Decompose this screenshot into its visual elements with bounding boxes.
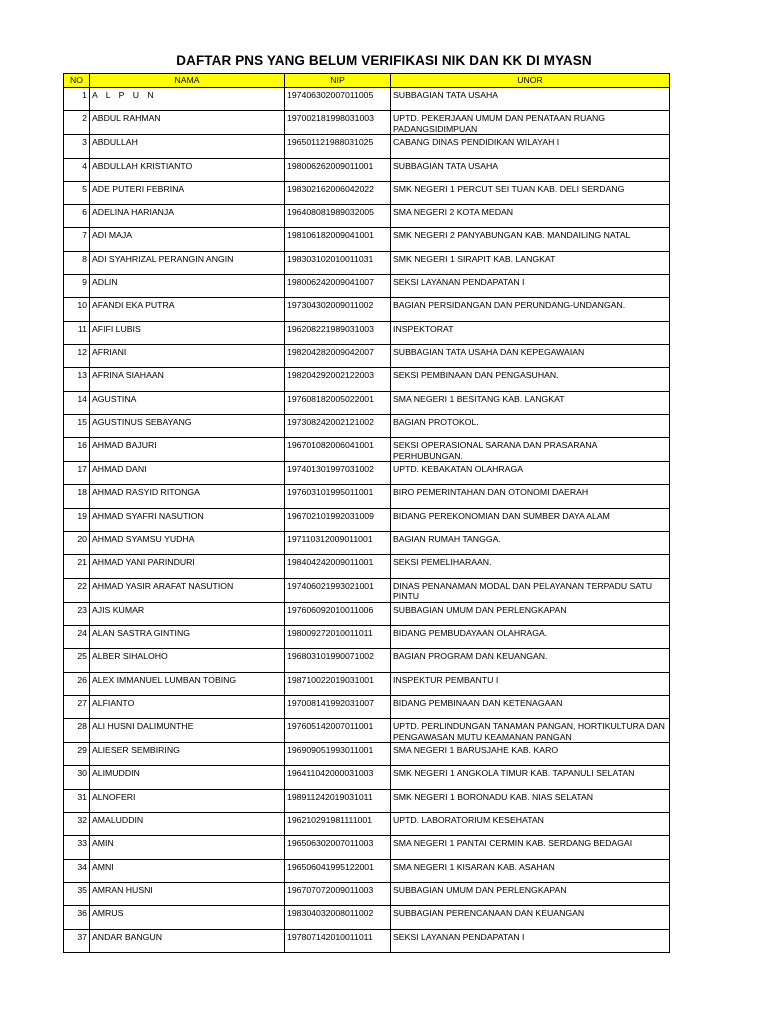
cell-nama: ABDUL RAHMAN <box>90 111 285 135</box>
cell-nama: ADI SYAHRIZAL PERANGIN ANGIN <box>90 251 285 274</box>
table-row <box>64 813 670 836</box>
cell-unor: INSPEKTUR PEMBANTU I <box>391 672 670 695</box>
cell-no: 4 <box>64 158 90 181</box>
cell-unor: UPTD. PEKERJAAN UMUM DAN PENATAAN RUANG PADANGSIDIMPUAN <box>391 111 670 135</box>
cell-no: 5 <box>64 181 90 204</box>
cell-nip: 197406021993021001 <box>285 578 391 602</box>
table-row <box>64 321 670 344</box>
cell-nama: AHMAD SYAFRI NASUTION <box>90 508 285 531</box>
cell-nama: AGUSTINA <box>90 391 285 414</box>
cell-nama: AMNI <box>90 859 285 882</box>
header-nama: NAMA <box>90 74 285 88</box>
cell-unor: UPTD. PERLINDUNGAN TANAMAN PANGAN, HORTIKULTURA DAN PENGAWASAN MUTU KEAMANAN PANGAN <box>391 719 670 743</box>
page-title: DAFTAR PNS YANG BELUM VERIFIKASI NIK DAN KK DI MYASN <box>176 53 592 68</box>
cell-unor: SUBBAGIAN PERENCANAAN DAN KEUANGAN <box>391 906 670 929</box>
table-row <box>64 368 670 391</box>
cell-nip: 198006262009011001 <box>285 158 391 181</box>
cell-nama: ALFIANTO <box>90 695 285 718</box>
cell-unor: SMA NEGERI 1 BESITANG KAB. LANGKAT <box>391 391 670 414</box>
cell-nip: 198006242009041007 <box>285 275 391 298</box>
table-row <box>64 719 670 743</box>
cell-nip: 197603101995011001 <box>285 485 391 508</box>
cell-no: 3 <box>64 135 90 158</box>
cell-nama: AHMAD RASYID RITONGA <box>90 485 285 508</box>
cell-unor: BIDANG PEMBINAAN DAN KETENAGAAN <box>391 695 670 718</box>
cell-nama: ANDAR BANGUN <box>90 929 285 952</box>
cell-unor: SMK NEGERI 1 BORONADU KAB. NIAS SELATAN <box>391 789 670 812</box>
cell-nama: ALIMUDDIN <box>90 766 285 789</box>
cell-nama: AMRUS <box>90 906 285 929</box>
cell-nama: ADELINA HARIANJA <box>90 205 285 228</box>
cell-nip: 196506302007011003 <box>285 836 391 859</box>
header-unor: UNOR <box>391 74 670 88</box>
cell-nip: 197606092010011006 <box>285 602 391 625</box>
cell-no: 7 <box>64 228 90 251</box>
cell-no: 29 <box>64 743 90 766</box>
cell-no: 31 <box>64 789 90 812</box>
cell-no: 8 <box>64 251 90 274</box>
cell-unor: INSPEKTORAT <box>391 321 670 344</box>
cell-nama: AMALUDDIN <box>90 813 285 836</box>
cell-nama: AJIS KUMAR <box>90 602 285 625</box>
cell-nip: 198009272010011011 <box>285 625 391 648</box>
cell-nama: AFIFI LUBIS <box>90 321 285 344</box>
cell-no: 16 <box>64 438 90 462</box>
cell-nip: 197401301997031002 <box>285 462 391 485</box>
table-row <box>64 672 670 695</box>
table-row <box>64 532 670 555</box>
cell-nama: ABDULLAH <box>90 135 285 158</box>
table-row <box>64 414 670 437</box>
cell-unor: BIDANG PEMBUDAYAAN OLAHRAGA. <box>391 625 670 648</box>
table-row <box>64 391 670 414</box>
table-row <box>64 205 670 228</box>
cell-unor: SMK NEGERI 1 PERCUT SEI TUAN KAB. DELI SERDANG <box>391 181 670 204</box>
table-row <box>64 485 670 508</box>
table-row <box>64 135 670 158</box>
table-row <box>64 438 670 462</box>
cell-nip: 196702101992031009 <box>285 508 391 531</box>
cell-unor: SMK NEGERI 1 SIRAPIT KAB. LANGKAT <box>391 251 670 274</box>
table-row <box>64 228 670 251</box>
cell-nip: 197308242002121002 <box>285 414 391 437</box>
cell-nama: AMRAN HUSNI <box>90 882 285 905</box>
cell-nama: AHMAD DANI <box>90 462 285 485</box>
cell-nip: 198710022019031001 <box>285 672 391 695</box>
table-row <box>64 111 670 135</box>
cell-no: 25 <box>64 649 90 672</box>
cell-nip: 197008141992031007 <box>285 695 391 718</box>
cell-no: 27 <box>64 695 90 718</box>
cell-nama: AHMAD YANI PARINDURI <box>90 555 285 578</box>
table-row <box>64 625 670 648</box>
cell-nip: 198911242019031011 <box>285 789 391 812</box>
cell-unor: SMA NEGERI 2 KOTA MEDAN <box>391 205 670 228</box>
header-nip: NIP <box>285 74 391 88</box>
cell-no: 11 <box>64 321 90 344</box>
cell-no: 36 <box>64 906 90 929</box>
cell-nama: ADI MAJA <box>90 228 285 251</box>
cell-nama: AHMAD YASIR ARAFAT NASUTION <box>90 578 285 602</box>
cell-nama: ADLIN <box>90 275 285 298</box>
cell-no: 10 <box>64 298 90 321</box>
cell-no: 14 <box>64 391 90 414</box>
table-row <box>64 344 670 367</box>
table-row <box>64 766 670 789</box>
cell-nama: ABDULLAH KRISTIANTO <box>90 158 285 181</box>
table-row <box>64 88 670 111</box>
table-row <box>64 298 670 321</box>
table-row <box>64 462 670 485</box>
table-row <box>64 508 670 531</box>
cell-nama: AMIN <box>90 836 285 859</box>
cell-nip: 196408081989032005 <box>285 205 391 228</box>
table-row <box>64 602 670 625</box>
cell-nama: ADE PUTERI FEBRINA <box>90 181 285 204</box>
cell-nama: AFRIANI <box>90 344 285 367</box>
cell-nip: 196208221989031003 <box>285 321 391 344</box>
cell-nip: 196707072009011003 <box>285 882 391 905</box>
cell-no: 15 <box>64 414 90 437</box>
cell-no: 2 <box>64 111 90 135</box>
cell-unor: SUBBAGIAN TATA USAHA <box>391 88 670 111</box>
table-row <box>64 158 670 181</box>
table-row <box>64 789 670 812</box>
cell-unor: SEKSI LAYANAN PENDAPATAN I <box>391 275 670 298</box>
cell-no: 28 <box>64 719 90 743</box>
cell-nama: AGUSTINUS SEBAYANG <box>90 414 285 437</box>
cell-nama: ALIESER SEMBIRING <box>90 743 285 766</box>
table-row <box>64 859 670 882</box>
header-no: NO <box>64 74 90 88</box>
cell-unor: CABANG DINAS PENDIDIKAN WILAYAH I <box>391 135 670 158</box>
cell-nip: 196803101990071002 <box>285 649 391 672</box>
cell-nama: AHMAD BAJURI <box>90 438 285 462</box>
cell-nip: 198204292002122003 <box>285 368 391 391</box>
cell-unor: BAGIAN PROGRAM DAN KEUANGAN. <box>391 649 670 672</box>
cell-no: 19 <box>64 508 90 531</box>
cell-nip: 197605142007011001 <box>285 719 391 743</box>
cell-nama: AFRINA SIAHAAN <box>90 368 285 391</box>
cell-unor: SMK NEGERI 1 ANGKOLA TIMUR KAB. TAPANULI SELATAN <box>391 766 670 789</box>
pns-table <box>63 73 670 953</box>
cell-no: 13 <box>64 368 90 391</box>
table-row <box>64 882 670 905</box>
cell-no: 9 <box>64 275 90 298</box>
cell-no: 35 <box>64 882 90 905</box>
cell-no: 32 <box>64 813 90 836</box>
table-row <box>64 275 670 298</box>
cell-no: 34 <box>64 859 90 882</box>
cell-unor: SEKSI OPERASIONAL SARANA DAN PRASARANA PERHUBUNGAN. <box>391 438 670 462</box>
cell-unor: BAGIAN RUMAH TANGGA. <box>391 532 670 555</box>
cell-unor: SUBBAGIAN TATA USAHA <box>391 158 670 181</box>
cell-nip: 198106182009041001 <box>285 228 391 251</box>
cell-no: 30 <box>64 766 90 789</box>
table-row <box>64 578 670 602</box>
cell-nama: ALNOFERI <box>90 789 285 812</box>
cell-no: 23 <box>64 602 90 625</box>
cell-no: 21 <box>64 555 90 578</box>
cell-nip: 197002181998031003 <box>285 111 391 135</box>
cell-no: 6 <box>64 205 90 228</box>
cell-nama: ALI HUSNI DALIMUNTHE <box>90 719 285 743</box>
table-row <box>64 555 670 578</box>
cell-no: 33 <box>64 836 90 859</box>
table-row <box>64 743 670 766</box>
cell-unor: SEKSI PEMBINAAN DAN PENGASUHAN. <box>391 368 670 391</box>
cell-nip: 198303102010011031 <box>285 251 391 274</box>
cell-no: 24 <box>64 625 90 648</box>
cell-nip: 196909051993011001 <box>285 743 391 766</box>
cell-unor: UPTD. KEBAKATAN OLAHRAGA <box>391 462 670 485</box>
cell-nip: 196210291981111001 <box>285 813 391 836</box>
cell-no: 17 <box>64 462 90 485</box>
cell-unor: SMA NEGERI 1 BARUSJAHE KAB. KARO <box>391 743 670 766</box>
cell-nip: 198404242009011001 <box>285 555 391 578</box>
cell-unor: SMK NEGERI 2 PANYABUNGAN KAB. MANDAILING NATAL <box>391 228 670 251</box>
table-row <box>64 251 670 274</box>
cell-unor: SUBBAGIAN TATA USAHA DAN KEPEGAWAIAN <box>391 344 670 367</box>
cell-nip: 197807142010011011 <box>285 929 391 952</box>
cell-unor: SUBBAGIAN UMUM DAN PERLENGKAPAN <box>391 602 670 625</box>
cell-nip: 196506041995122001 <box>285 859 391 882</box>
cell-no: 26 <box>64 672 90 695</box>
cell-unor: BIRO PEMERINTAHAN DAN OTONOMI DAERAH <box>391 485 670 508</box>
cell-nip: 198304032008011002 <box>285 906 391 929</box>
cell-unor: BAGIAN PERSIDANGAN DAN PERUNDANG-UNDANGAN. <box>391 298 670 321</box>
table-row <box>64 929 670 952</box>
table-row <box>64 181 670 204</box>
cell-no: 1 <box>64 88 90 111</box>
cell-unor: SUBBAGIAN UMUM DAN PERLENGKAPAN <box>391 882 670 905</box>
table-row <box>64 649 670 672</box>
cell-nip: 196701082006041001 <box>285 438 391 462</box>
cell-nama: ALAN SASTRA GINTING <box>90 625 285 648</box>
cell-nip: 198302162006042022 <box>285 181 391 204</box>
table-row <box>64 836 670 859</box>
cell-no: 22 <box>64 578 90 602</box>
cell-unor: SEKSI PEMELIHARAAN. <box>391 555 670 578</box>
cell-unor: BIDANG PEREKONOMIAN DAN SUMBER DAYA ALAM <box>391 508 670 531</box>
cell-unor: UPTD. LABORATORIUM KESEHATAN <box>391 813 670 836</box>
header-row <box>64 74 670 88</box>
cell-unor: SEKSI LAYANAN PENDAPATAN I <box>391 929 670 952</box>
cell-nama: AHMAD SYAMSU YUDHA <box>90 532 285 555</box>
cell-unor: SMA NEGERI 1 PANTAI CERMIN KAB. SERDANG BEDAGAI <box>391 836 670 859</box>
cell-nip: 197110312009011001 <box>285 532 391 555</box>
cell-nama: ALEX IMMANUEL LUMBAN TOBING <box>90 672 285 695</box>
cell-no: 18 <box>64 485 90 508</box>
cell-no: 12 <box>64 344 90 367</box>
cell-nip: 196411042000031003 <box>285 766 391 789</box>
cell-unor: DINAS PENANAMAN MODAL DAN PELAYANAN TERPADU SATU PINTU <box>391 578 670 602</box>
cell-nip: 196501121988031025 <box>285 135 391 158</box>
cell-no: 37 <box>64 929 90 952</box>
cell-no: 20 <box>64 532 90 555</box>
cell-nip: 197608182005022001 <box>285 391 391 414</box>
cell-nip: 198204282009042007 <box>285 344 391 367</box>
table-row <box>64 695 670 718</box>
cell-unor: BAGIAN PROTOKOL. <box>391 414 670 437</box>
cell-nip: 197304302009011002 <box>285 298 391 321</box>
cell-nip: 197406302007011005 <box>285 88 391 111</box>
cell-unor: SMA NEGERI 1 KISARAN KAB. ASAHAN <box>391 859 670 882</box>
cell-nama: AFANDI EKA PUTRA <box>90 298 285 321</box>
cell-nama: ALBER SIHALOHO <box>90 649 285 672</box>
cell-nama: A L P U N <box>90 88 285 111</box>
table-row <box>64 906 670 929</box>
